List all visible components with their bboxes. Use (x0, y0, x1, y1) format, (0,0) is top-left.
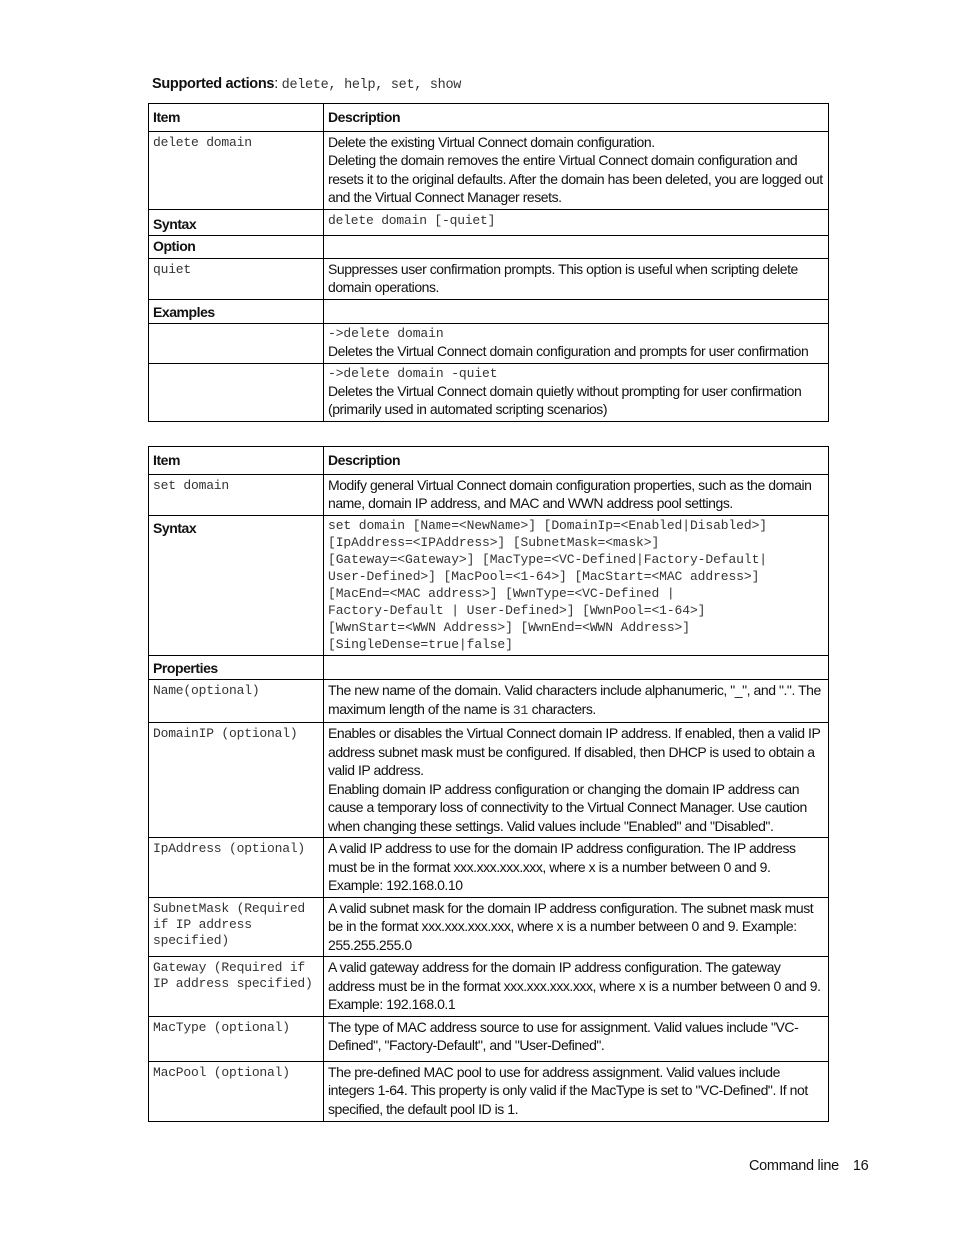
example-description: Deletes the Virtual Connect domain quietly without prompting for user confirmation (primarily used in automated scripting scenarios) (328, 382, 802, 417)
supported-actions-label: Supported actions (152, 76, 275, 92)
empty-cell (324, 655, 829, 680)
syntax-line: [SingleDense=true|false] (328, 636, 513, 652)
syntax-line: Factory-Default | User-Defined>] [WwnPool=<1-64>] (328, 602, 706, 618)
property-description-text: The new name of the domain. Valid characters include alphanumeric, "_", and ".". The maximum length of the name is (328, 682, 821, 717)
syntax-row (149, 515, 829, 655)
property-name: Gateway (Required if IP address specified) (149, 957, 324, 1017)
empty-cell (149, 324, 324, 364)
header-description: Description (324, 447, 829, 475)
property-name: MacType (optional) (149, 1016, 324, 1061)
example-cell (324, 363, 829, 421)
property-name: MacPool (optional) (149, 1061, 324, 1122)
item-command: set domain (149, 474, 324, 515)
syntax-line: User-Defined>] [MacPool=<1-64>] [MacStart=<MAC address>] (328, 568, 760, 584)
example-row (149, 363, 829, 421)
page-number: 16 (852, 1158, 869, 1174)
supported-actions-separator: : (274, 76, 282, 92)
property-description: A valid subnet mask for the domain IP address configuration. The subnet mask must be in the format xxx.xxx.xxx.xxx, where x is a number between 0 and 9. Example: 255.255.255.0 (324, 897, 829, 957)
property-description (324, 680, 829, 723)
properties-label: Properties (149, 655, 324, 680)
property-name: IpAddress (optional) (149, 838, 324, 898)
header-item: Item (149, 447, 324, 475)
example-command: ->delete domain (328, 326, 444, 341)
property-row (149, 838, 829, 898)
syntax-line: [Gateway=<Gateway>] [MacType=<VC-Defined|Factory-Default| (328, 551, 767, 567)
description-line: Enabling domain IP address configuration or changing the domain IP address can cause a temporary loss of connectivity to the Virtual Connect Manager. Use caution when changing these settings. Valid values include "Enabled" and "Disabled". (328, 780, 807, 834)
description-line: Enables or disables the Virtual Connect domain IP address. If enabled, then a valid IP address subnet mask must be configured. If disabled, then DHCP is used to obtain a valid IP address. (328, 725, 821, 778)
property-description: A valid IP address to use for the domain IP address configuration. The IP address must be in the format xxx.xxx.xxx.xxx, where x is a number between 0 and 9. Example: 192.168.0.10 (324, 838, 829, 898)
delete-domain-table (148, 103, 829, 422)
description-line: Delete the existing Virtual Connect domain configuration. (328, 133, 655, 150)
option-header-row (149, 236, 829, 259)
property-description: The pre-defined MAC pool to use for address assignment. Valid values include integers 1-64. This property is only valid if the MacType is set to "VC-Defined". If not specified, the default pool ID is 1. (324, 1061, 829, 1122)
property-name: Name(optional) (149, 680, 324, 723)
property-row (149, 897, 829, 957)
property-description: The type of MAC address source to use for assignment. Valid values include "VC-Defined", "Factory-Default", and "User-Defined". (324, 1016, 829, 1061)
examples-header-row (149, 299, 829, 324)
property-row (149, 1016, 829, 1061)
table-row (149, 131, 829, 209)
syntax-line: [MacEnd=<MAC address>] [WwnType=<VC-Defined | (328, 585, 675, 601)
syntax-label: Syntax (149, 515, 324, 655)
option-label: Option (149, 236, 324, 259)
property-name: SubnetMask (Required if IP address specified) (149, 897, 324, 957)
supported-actions-line (152, 76, 461, 93)
syntax-value (324, 515, 829, 655)
empty-cell (324, 299, 829, 324)
property-description-text: characters. (528, 700, 596, 717)
example-command: ->delete domain -quiet (328, 365, 498, 381)
empty-cell (324, 236, 829, 259)
example-row (149, 324, 829, 364)
empty-cell (149, 363, 324, 421)
item-command: delete domain (149, 131, 324, 209)
option-description: Suppresses user confirmation prompts. This option is useful when scripting delete domain operations. (324, 258, 829, 299)
table-header-row (149, 447, 829, 475)
property-row (149, 680, 829, 723)
syntax-line: [IpAddress=<IPAddress>] [SubnetMask=<mask>] (328, 534, 660, 550)
page-footer (749, 1158, 868, 1174)
table-row (149, 474, 829, 515)
property-row (149, 957, 829, 1017)
property-description: A valid gateway address for the domain IP address configuration. The gateway address must be in the format xxx.xxx.xxx.xxx, where x is a number between 0 and 9. Example: 192.168.0.1 (324, 957, 829, 1017)
header-description: Description (324, 104, 829, 132)
syntax-label: Syntax (149, 209, 324, 236)
footer-section-title: Command line (749, 1158, 839, 1174)
property-name: DomainIP (optional) (149, 723, 324, 838)
table-header-row (149, 104, 829, 132)
example-cell (324, 324, 829, 364)
item-description (324, 131, 829, 209)
property-description (324, 723, 829, 838)
option-name: quiet (149, 258, 324, 299)
properties-header-row (149, 655, 829, 680)
item-description: Modify general Virtual Connect domain configuration properties, such as the domain name, domain IP address, and MAC and WWN address pool settings. (324, 474, 829, 515)
supported-actions-list: delete, help, set, show (281, 78, 462, 93)
header-item: Item (149, 104, 324, 132)
set-domain-table (148, 446, 829, 1122)
table-row (149, 258, 829, 299)
inline-code: 31 (512, 702, 529, 718)
syntax-value: delete domain [-quiet] (324, 209, 829, 236)
description-line: Deleting the domain removes the entire Virtual Connect domain configuration and resets it to the original defaults. After the domain has been deleted, you are logged out and the Virtual Connect Manager resets. (328, 152, 823, 205)
property-row (149, 723, 829, 838)
examples-label: Examples (149, 299, 324, 324)
property-row (149, 1061, 829, 1122)
example-description: Deletes the Virtual Connect domain configuration and prompts for user confirmation (328, 343, 809, 359)
syntax-line: [WwnStart=<WWN Address>] [WwnEnd=<WWN Address>] (328, 619, 690, 635)
syntax-line: set domain [Name=<NewName>] [DomainIp=<Enabled|Disabled>] (328, 517, 767, 533)
syntax-row (149, 209, 829, 236)
